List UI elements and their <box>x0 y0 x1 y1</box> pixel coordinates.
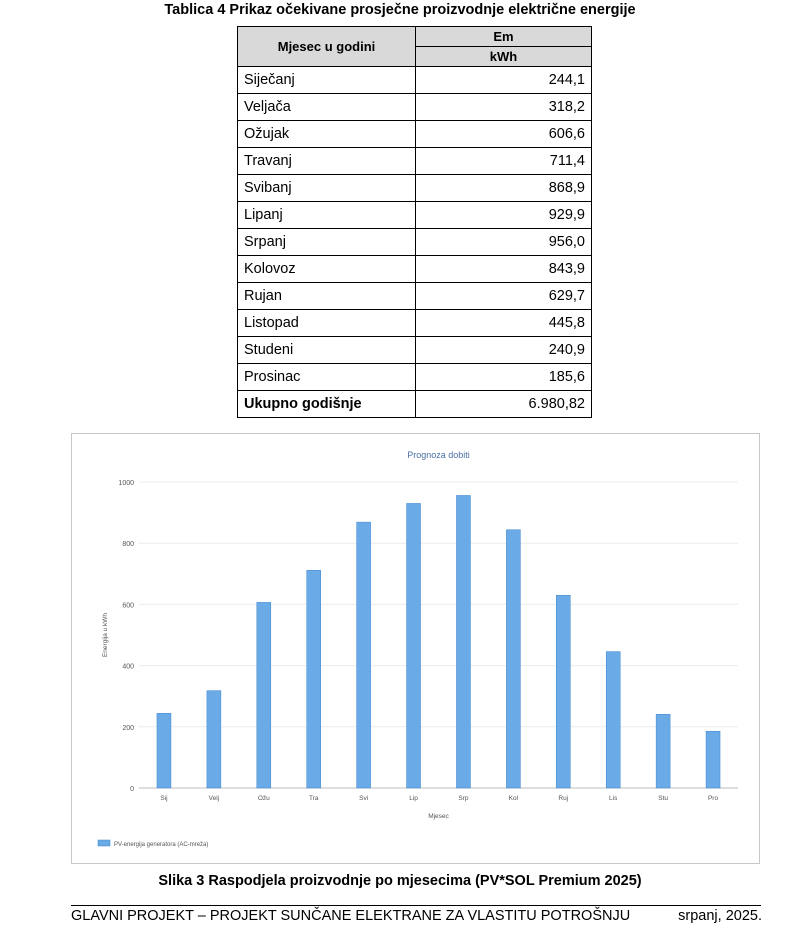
table-row <box>238 337 592 364</box>
x-tick-label: Lip <box>409 795 418 802</box>
energy-value-cell: 318,2 <box>416 94 592 121</box>
x-tick-label: Ruj <box>558 795 569 802</box>
table-row <box>238 310 592 337</box>
energy-value-cell: 185,6 <box>416 364 592 391</box>
y-tick-label: 1000 <box>118 480 134 487</box>
table-row <box>238 364 592 391</box>
month-cell: Rujan <box>238 283 416 310</box>
month-cell: Lipanj <box>238 202 416 229</box>
x-tick-label: Lis <box>609 795 618 802</box>
energy-value-cell: 929,9 <box>416 202 592 229</box>
month-cell: Siječanj <box>238 67 416 94</box>
table-row <box>238 229 592 256</box>
x-tick-label: Velj <box>208 795 220 802</box>
energy-value-cell: 868,9 <box>416 175 592 202</box>
table-row <box>238 175 592 202</box>
energy-value-cell: 606,6 <box>416 121 592 148</box>
bar-Velj <box>207 691 221 788</box>
table-row <box>238 121 592 148</box>
bar-Sij <box>157 713 171 788</box>
x-tick-label: Srp <box>458 795 469 802</box>
total-label: Ukupno godišnje <box>238 391 416 418</box>
x-tick-label: Tra <box>308 795 319 802</box>
header-month: Mjesec u godini <box>238 27 416 67</box>
bar-Svi <box>357 522 371 788</box>
figure-caption: Slika 3 Raspodjela proizvodnje po mjesecima (PV*SOL Premium 2025) <box>158 873 642 889</box>
header-em: Em <box>416 27 592 47</box>
header-unit: kWh <box>416 47 592 67</box>
table-body <box>238 67 592 418</box>
total-value: 6.980,82 <box>416 391 592 418</box>
month-cell: Kolovoz <box>238 256 416 283</box>
bar-Stu <box>656 714 670 788</box>
month-cell: Veljača <box>238 94 416 121</box>
month-cell: Prosinac <box>238 364 416 391</box>
energy-value-cell: 244,1 <box>416 67 592 94</box>
bar-Pro <box>706 731 720 788</box>
x-tick-label: Kol <box>508 795 519 802</box>
bar-Lip <box>407 503 421 788</box>
month-cell: Travanj <box>238 148 416 175</box>
bar-Tra <box>307 570 321 788</box>
y-tick-label: 600 <box>122 602 134 610</box>
bar-Ožu <box>257 602 271 788</box>
table-row <box>238 94 592 121</box>
x-tick-label: Stu <box>658 795 669 802</box>
month-cell: Ožujak <box>238 121 416 148</box>
footer-divider <box>71 905 761 906</box>
energy-value-cell: 711,4 <box>416 148 592 175</box>
energy-table <box>237 26 592 418</box>
month-cell: Svibanj <box>238 175 416 202</box>
energy-value-cell: 240,9 <box>416 337 592 364</box>
bar-Srp <box>456 495 470 788</box>
table-total-row <box>238 391 592 418</box>
table-row <box>238 283 592 310</box>
energy-value-cell: 629,7 <box>416 283 592 310</box>
legend-label: PV-energija generatora (AC-mreža) <box>114 842 209 848</box>
y-tick-label: 400 <box>122 663 134 671</box>
table-title: Tablica 4 Prikaz očekivane prosječne proizvodnje električne energije <box>164 2 636 18</box>
bar-Lis <box>606 652 620 788</box>
bar-chart <box>72 434 759 863</box>
month-cell: Srpanj <box>238 229 416 256</box>
energy-value-cell: 843,9 <box>416 256 592 283</box>
chart-frame <box>71 433 760 864</box>
bar-Ruj <box>556 595 570 788</box>
y-tick-label: 800 <box>122 541 134 549</box>
x-axis-label: Mjesec <box>428 813 449 820</box>
energy-value-cell: 956,0 <box>416 229 592 256</box>
chart-title: Prognoza dobiti <box>407 450 470 460</box>
x-tick-label: Svi <box>359 795 369 802</box>
table-row <box>238 148 592 175</box>
energy-value-cell: 445,8 <box>416 310 592 337</box>
footer-date: srpanj, 2025. <box>678 908 762 924</box>
footer-project-title: GLAVNI PROJEKT – PROJEKT SUNČANE ELEKTRANE ZA VLASTITU POTROŠNJU <box>71 908 631 924</box>
table-row <box>238 202 592 229</box>
x-tick-label: Ožu <box>257 795 270 802</box>
table-row <box>238 256 592 283</box>
bar-Kol <box>506 530 520 788</box>
table-row <box>238 67 592 94</box>
y-axis-label: Energija u kWh <box>102 612 109 658</box>
y-tick-label: 200 <box>122 724 134 732</box>
x-tick-label: Sij <box>160 795 168 802</box>
y-tick-label: 0 <box>130 786 134 793</box>
x-tick-label: Pro <box>707 795 719 802</box>
month-cell: Listopad <box>238 310 416 337</box>
legend-swatch <box>98 840 110 846</box>
month-cell: Studeni <box>238 337 416 364</box>
